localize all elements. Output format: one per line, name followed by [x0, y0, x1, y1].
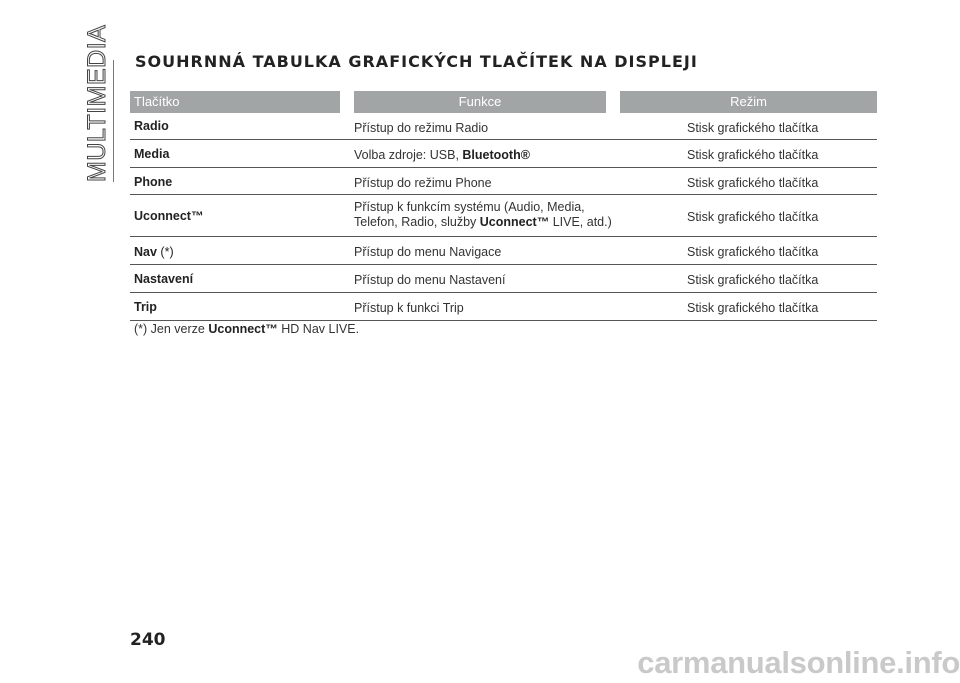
watermark: carmanualsonline.info — [637, 645, 960, 680]
cell-function: Přístup do menu Nastavení — [354, 273, 506, 287]
cell-button: Phone — [134, 175, 173, 189]
cell-mode: Stisk grafického tlačítka — [687, 210, 819, 224]
header-button: Tlačítko — [130, 91, 340, 113]
buttons-summary-table — [130, 91, 877, 321]
cell-button: Trip — [134, 300, 157, 314]
side-divider — [113, 60, 114, 182]
cell-mode: Stisk grafického tlačítka — [687, 273, 819, 287]
cell-function: Přístup do režimu Radio — [354, 121, 489, 135]
cell-function: Volba zdroje: USB, Bluetooth® — [354, 148, 530, 162]
footnote: (*) Jen verze Uconnect™ HD Nav LIVE. — [134, 322, 360, 336]
cell-mode: Stisk grafického tlačítka — [687, 301, 819, 315]
cell-mode: Stisk grafického tlačítka — [687, 148, 819, 162]
table-header — [130, 91, 877, 113]
table-row — [130, 140, 877, 168]
header-mode: Režim — [620, 91, 877, 113]
cell-function: Přístup k funkcím systému (Audio, Media, Telefon, Radio, služby Uconnect™ LIVE, atd.) — [354, 200, 612, 229]
cell-button: Nastavení — [134, 272, 194, 286]
cell-button: Nav (*) — [134, 245, 174, 259]
table-row — [130, 113, 877, 140]
table-row — [130, 168, 877, 195]
table-row — [130, 195, 877, 237]
table-row — [130, 265, 877, 293]
cell-function: Přístup k funkci Trip — [354, 301, 464, 315]
side-section-label: MULTIMEDIA — [83, 24, 111, 182]
cell-mode: Stisk grafického tlačítka — [687, 121, 819, 135]
side-section-tab — [82, 24, 112, 182]
cell-function: Přístup do menu Navigace — [354, 245, 502, 259]
cell-button: Media — [134, 147, 170, 161]
page-number: 240 — [130, 630, 166, 650]
header-function: Funkce — [354, 91, 606, 113]
cell-button: Uconnect™ — [134, 209, 204, 223]
cell-mode: Stisk grafického tlačítka — [687, 245, 819, 259]
table-row — [130, 293, 877, 321]
cell-mode: Stisk grafického tlačítka — [687, 176, 819, 190]
table-row — [130, 237, 877, 265]
cell-function: Přístup do režimu Phone — [354, 176, 492, 190]
page-title: SOUHRNNÁ TABULKA GRAFICKÝCH TLAČÍTEK NA DISPLEJI — [135, 52, 698, 71]
cell-button: Radio — [134, 119, 169, 133]
